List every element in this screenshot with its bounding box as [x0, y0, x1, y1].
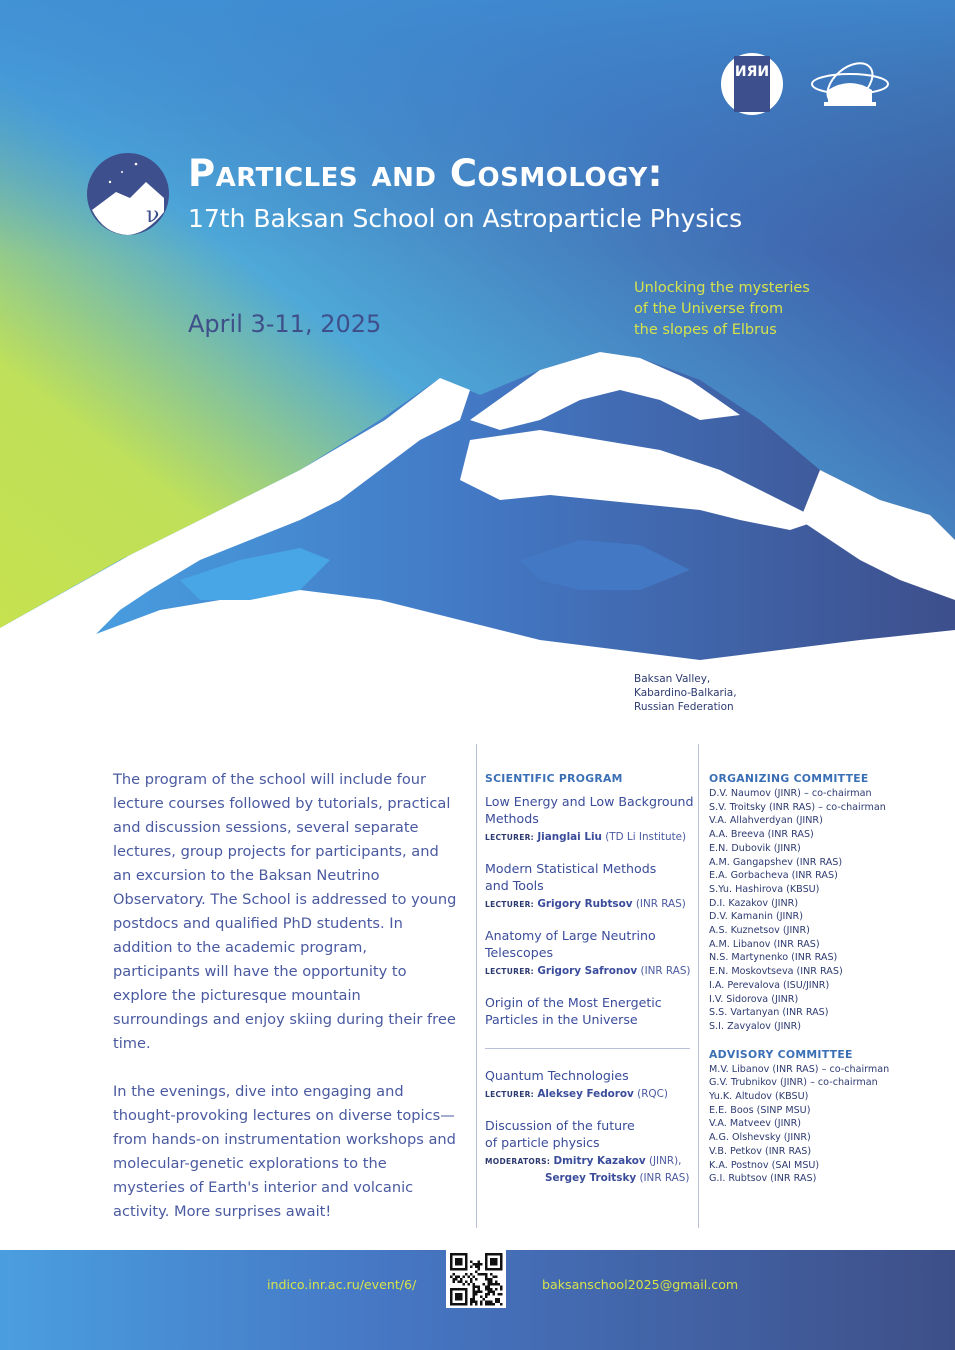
- jinr-logo: [810, 56, 890, 112]
- course-item: Low Energy and Low Background Methods LECTURER: Jianglai Liu (TD Li Institute): [485, 794, 694, 843]
- course-item: Discussion of the future of particle physics MODERATORS: Dmitry Kazakov (JINR), Sergey Troitsky (INR RAS): [485, 1118, 690, 1184]
- committee-member: N.S. Martynenko (INR RAS): [709, 952, 838, 964]
- committee-member: Yu.K. Altudov (KBSU): [709, 1091, 809, 1103]
- inr-logo: [720, 52, 784, 116]
- course-item: Anatomy of Large Neutrino Telescopes LECTURER: Grigory Safronov (INR RAS): [485, 928, 691, 977]
- committee-member: G.V. Trubnikov (JINR) – co-chairman: [709, 1077, 878, 1089]
- course-item: Origin of the Most Energetic Particles in the Universe: [485, 995, 662, 1027]
- divider: [476, 744, 477, 1228]
- qr-code[interactable]: [446, 1250, 506, 1308]
- committee-member: S.Yu. Hashirova (KBSU): [709, 883, 820, 895]
- committee-member: D.V. Kamanin (JINR): [709, 911, 803, 923]
- page-subtitle: 17th Baksan School on Astroparticle Physics: [188, 204, 743, 233]
- course-item: Quantum Technologies LECTURER: Aleksey Fedorov (RQC): [485, 1068, 668, 1100]
- committee-member: D.I. Kazakov (JINR): [709, 897, 799, 909]
- intro-paragraph: In the evenings, dive into engaging and thought-provoking lectures on diverse topics—from hands-on instrumentation workshops and molecular-genetic explorations to the mysteries of Earth's interior and volcanic activity. More surprises await!: [113, 1083, 456, 1220]
- committee-member: E.N. Moskovtseva (INR RAS): [709, 966, 843, 978]
- footer: [0, 1250, 955, 1350]
- committee-member: V.A. Matveev (JINR): [709, 1118, 801, 1130]
- committee-member: A.A. Breeva (INR RAS): [709, 829, 814, 841]
- committee-member: A.M. Libanov (INR RAS): [709, 938, 820, 950]
- section-heading: ADVISORY COMMITTEE: [709, 1047, 853, 1061]
- committee-member: S.S. Vartanyan (INR RAS): [709, 1007, 829, 1019]
- intro-text: [113, 768, 458, 1248]
- committee-member: S.V. Troitsky (INR RAS) – co-chairman: [709, 801, 886, 813]
- committee-member: D.V. Naumov (JINR) – co-chairman: [709, 788, 872, 799]
- committee-member: V.B. Petkov (INR RAS): [709, 1145, 812, 1157]
- committee-member: M.V. Libanov (INR RAS) – co-chairman: [709, 1063, 890, 1075]
- email-link[interactable]: baksanschool2025@gmail.com: [542, 1277, 739, 1292]
- divider: [485, 1048, 690, 1049]
- committee-member: I.V. Sidorova (JINR): [709, 993, 799, 1005]
- website-link[interactable]: indico.inr.ac.ru/event/6/: [267, 1277, 417, 1292]
- location-caption: Baksan Valley, Kabardino-Balkaria, Russian Federation: [634, 673, 737, 713]
- committee-member: A.G. Olshevsky (JINR): [709, 1132, 811, 1144]
- advisory-committee-list: [709, 1063, 919, 1186]
- school-logo: [86, 152, 170, 236]
- tagline: Unlocking the mysteries of the Universe from the slopes of Elbrus: [634, 280, 810, 338]
- section-heading: SCIENTIFIC PROGRAM: [485, 772, 623, 785]
- course-item: Modern Statistical Methods and Tools LECTURER: Grigory Rubtsov (INR RAS): [485, 861, 686, 910]
- committee-member: A.S. Kuznetsov (JINR): [709, 925, 810, 937]
- committee-member: E.A. Gorbacheva (INR RAS): [709, 870, 838, 882]
- organizing-committee-list: [709, 787, 919, 1034]
- committee-member: G.I. Rubtsov (INR RAS): [709, 1173, 817, 1185]
- scientific-program: [485, 772, 695, 1201]
- divider: [698, 744, 699, 1228]
- committee-member: E.N. Dubovik (JINR): [709, 842, 801, 854]
- nu-symbol: ν: [146, 203, 160, 228]
- committee-member: I.A. Perevalova (ISU/JINR): [709, 979, 830, 991]
- committee-member: K.A. Postnov (SAI MSU): [709, 1159, 820, 1171]
- section-heading: ORGANIZING COMMITTEE: [709, 772, 869, 785]
- committee-member: A.M. Gangapshev (INR RAS): [709, 856, 843, 868]
- committee-member: E.E. Boos (SINP MSU): [709, 1104, 811, 1116]
- committees: [709, 772, 919, 1186]
- committee-member: S.I. Zavyalov (JINR): [709, 1020, 802, 1032]
- event-date: April 3-11, 2025: [188, 310, 382, 338]
- inr-logo-letters: ИЯИ: [734, 64, 770, 80]
- intro-paragraph: The program of the school will include four lecture courses followed by tutorials, practical and discussion sessions, several separate lectures, group projects for participants, and an excursion to the Baksan Neutrino Observatory. The School is addressed to young postdocs and qualified PhD students. In addition to the academic program, participants will have the opportunity to explore the picturesque mountain surroundings and enjoy skiing during their free time.: [113, 771, 457, 1052]
- page-title: Particles and Cosmology:: [188, 152, 663, 195]
- committee-member: V.A. Allahverdyan (JINR): [709, 815, 823, 827]
